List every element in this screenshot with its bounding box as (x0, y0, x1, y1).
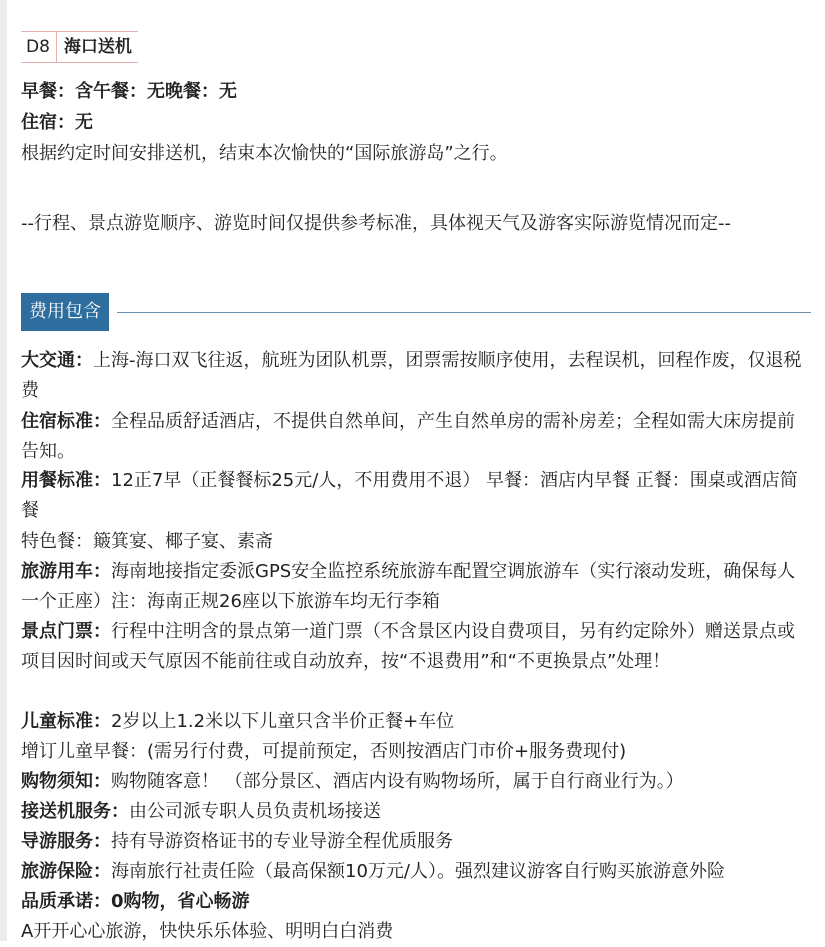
fee-item-label: 接送机服务： (21, 801, 129, 822)
fee-item-text: A开开心心旅游，快快乐乐体验、明明白白消费 (21, 921, 394, 942)
fee-item-text: 行程中注明含的景点第一道门票（不含景区内设自费项目，另有约定除外）赠送景点或项目因时间或天气原因不能前往或自动放弃，按“不退费用”和“不更换景点”处理！ (21, 621, 795, 672)
fee-item-text: 由公司派专职人员负责机场接送 (129, 801, 381, 822)
fee-item-text: 全程品质舒适酒店，不提供自然单间，产生自然单房的需补房差；全程如需大床房提前告知。 (21, 411, 795, 462)
day-number: D8 (21, 32, 57, 62)
day-title: 海口送机 (63, 37, 132, 57)
fee-item-text: 12正7早（正餐餐标25元/人，不用费用不退） 早餐：酒店内早餐 正餐：围桌或酒店简餐 (21, 470, 798, 521)
fee-item-label: 住宿标准： (21, 411, 111, 432)
fee-item-label: 旅游保险： (21, 861, 111, 882)
itinerary-note: --行程、景点游览顺序、游览时间仅提供参考标准，具体视天气及游客实际游览情况而定-- (21, 213, 731, 234)
fee-item (21, 466, 811, 526)
page-left-border (0, 0, 7, 941)
fee-item (21, 527, 811, 557)
lodging-line: 住宿：无 (21, 112, 93, 133)
fees-section-header (21, 293, 811, 331)
fees-section-title: 费用包含 (21, 293, 109, 331)
fee-item-text: 2岁以上1.2米以下儿童只含半价正餐+车位 (111, 711, 455, 732)
fee-item-text: 购物随客意！ （部分景区、酒店内设有购物场所，属于自行商业行为。） (111, 771, 684, 792)
fee-item-label: 景点门票： (21, 621, 111, 642)
fee-item-text: 持有导游资格证书的专业导游全程优质服务 (111, 831, 453, 852)
fee-item (21, 767, 811, 797)
fee-item-label: 儿童标准： (21, 711, 111, 732)
fee-item (21, 707, 811, 737)
fee-item-label: 大交通： (21, 350, 93, 371)
fee-item (21, 797, 811, 827)
fee-item-text: 增订儿童早餐：(需另行付费，可提前预定，否则按酒店门市价+服务费现付) (21, 741, 627, 762)
fee-item-text: 0购物，省心畅游 (111, 891, 250, 912)
section-divider (117, 312, 811, 313)
fee-item (21, 917, 811, 947)
fee-item-label: 购物须知： (21, 771, 111, 792)
day-description: 根据约定时间安排送机，结束本次愉快的“国际旅游岛”之行。 (21, 143, 508, 164)
fee-item-label: 旅游用车： (21, 561, 111, 582)
fee-item-text: 上海-海口双飞往返，航班为团队机票，团票需按顺序使用，去程误机，回程作废，仅退税费 (21, 350, 802, 401)
fee-item (21, 827, 811, 857)
fee-item-label: 用餐标准： (21, 470, 111, 491)
day-tab (21, 31, 138, 63)
fee-item (21, 557, 811, 617)
fee-item (21, 617, 811, 677)
fee-item-text: 海南旅行社责任险（最高保额10万元/人）。强烈建议游客自行购买旅游意外险 (111, 861, 725, 882)
fee-item (21, 857, 811, 887)
fee-item (21, 407, 811, 467)
fee-item-label: 导游服务： (21, 831, 111, 852)
fee-item (21, 346, 811, 406)
fee-item-text: 海南地接指定委派GPS安全监控系统旅游车配置空调旅游车（实行滚动发班，确保每人一个正座）注：海南正规26座以下旅游车均无行李箱 (21, 561, 796, 612)
fee-item (21, 737, 811, 767)
fee-item-label: 品质承诺： (21, 891, 111, 912)
meals-line: 早餐：含午餐：无晚餐：无 (21, 81, 237, 102)
fee-item (21, 887, 811, 917)
fee-item-text: 特色餐：簸箕宴、椰子宴、素斋 (21, 531, 273, 552)
